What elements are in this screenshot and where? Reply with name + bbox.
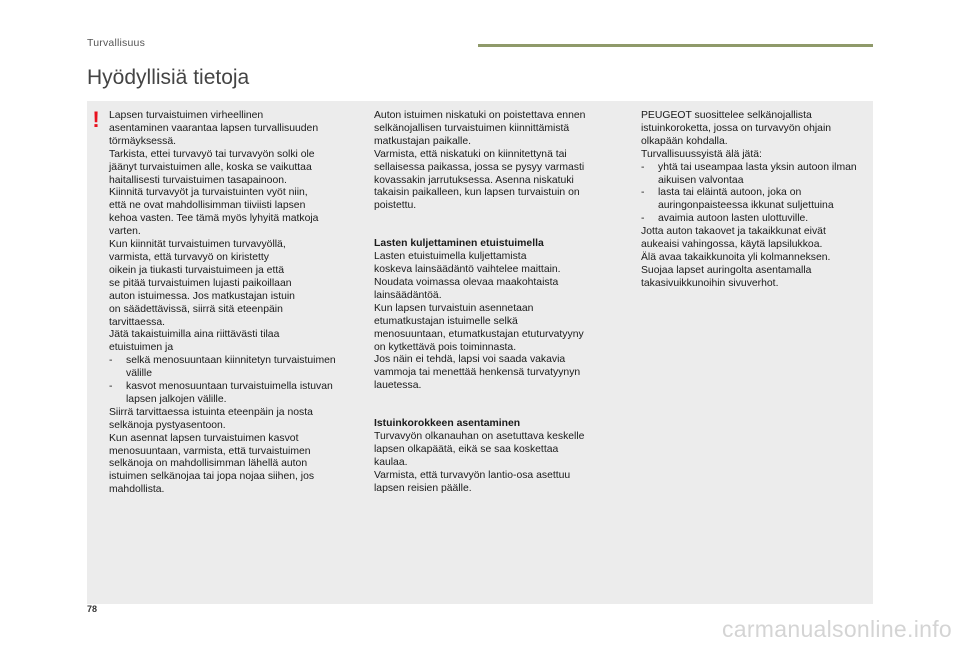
text-line: auton istuimessa. Jos matkustajan istuin — [109, 290, 295, 302]
text-line: menosuuntaan, etumatkustajan etuturvatyyny — [374, 328, 584, 340]
text-line: Noudata voimassa olevaa maakohtaista — [374, 276, 559, 288]
column-1 — [109, 110, 355, 497]
text-line: Jotta auton takaovet ja takaikkunat eivät — [641, 226, 826, 238]
text-line: jäänyt turvaistuimen alle, koska se vaikuttaa — [109, 161, 312, 173]
watermark: carmanualsonline.info — [721, 616, 952, 642]
text-line: lauetessa. — [374, 380, 422, 392]
text-line: tarvittaessa. — [109, 316, 166, 328]
text-line: matkustajan paikalle. — [374, 135, 472, 147]
text-line: istuimen selkänojaa tai jopa nojaa siihen, jos — [109, 471, 315, 483]
text-line: törmäyksessä. — [109, 135, 176, 147]
col3-after-text — [641, 226, 873, 291]
text-line: Kiinnitä turvavyöt ja turvaistuinten vyöt niin, — [109, 187, 308, 199]
col3-text — [641, 110, 873, 162]
bullet-item: - yhtä tai useampaa lasta yksin autoon ilman aikuisen valvontaa — [641, 162, 873, 188]
col2-intro-text — [374, 110, 624, 213]
text-line: Turvavyön olkanauhan on asetuttava keskelle — [374, 431, 585, 443]
text-line: selkänoja pystyasentoon. — [109, 419, 226, 431]
text-line: sellaisessa paikassa, jossa se pysyy varmasti — [374, 161, 585, 173]
text-line: aukeaisi vahingossa, käytä lapsilukkoa. — [641, 239, 823, 251]
text-line: lapsen reisien päälle. — [374, 482, 472, 494]
text-line: PEUGEOT suosittelee selkänojallista — [641, 110, 812, 121]
text-line: Tarkista, ettei turvavyö tai turvavyön solki ole — [109, 148, 315, 160]
text-line: Siirrä tarvittaessa istuinta eteenpäin ja nosta — [109, 406, 313, 418]
text-line: kehoa vasten. Tee tämä myös lyhyitä matkoja — [109, 213, 319, 225]
text-line: Lasten etuistuimella kuljettamista — [374, 251, 527, 263]
text-line: takaisin paikalleen, kun lapsen turvaistuin on — [374, 187, 580, 199]
text-line: varmista, että turvavyö on kiristetty — [109, 251, 269, 263]
warning-icon: ! — [92, 107, 100, 132]
text-line: Varmista, että niskatuki on kiinnitettynä tai — [374, 148, 567, 160]
bullet-item: - kasvot menosuuntaan turvaistuimella istuvan lapsen jalkojen välille. — [109, 381, 355, 407]
text-line: Älä avaa takaikkunoita yli kolmanneksen. — [641, 251, 831, 263]
text-line: asentaminen vaarantaa lapsen turvallisuuden — [109, 122, 319, 134]
text-line: Jätä takaistuimilla aina riittävästi tilaa — [109, 329, 280, 341]
text-line: Kun lapsen turvaistuin asennetaan — [374, 302, 534, 314]
text-line: on säädettävissä, siirrä sitä eteenpäin — [109, 303, 283, 315]
text-line: kaulaa. — [374, 456, 408, 468]
text-line: lainsäädäntöä. — [374, 289, 442, 301]
header-accent-bar — [478, 44, 873, 47]
section-label: Turvallisuus — [87, 37, 146, 49]
text-line: varten. — [109, 226, 141, 238]
text-line: vammoja tai menettää henkensä turvatyynyn — [374, 367, 581, 379]
text-line: istuinkoroketta, jossa on turvavyön ohjain — [641, 122, 832, 134]
text-line: kovassakin jarrutuksessa. Asenna niskatuki — [374, 174, 574, 186]
text-line: menosuuntaan, varmista, että turvaistuimen — [109, 445, 311, 457]
text-line: koskeva lainsäädäntö vaihtelee maittain. — [374, 264, 561, 276]
bullet-item: - selkä menosuuntaan kiinnitetyn turvaistuimen välille — [109, 355, 355, 381]
text-line: Lapsen turvaistuimen virheellinen — [109, 110, 264, 121]
text-line: Auton istuimen niskatuki on poistettava ennen — [374, 110, 586, 121]
text-line: Kun kiinnität turvaistuimen turvavyöllä, — [109, 239, 286, 251]
text-line: Turvallisuussyistä älä jätä: — [641, 148, 762, 160]
col1-text — [109, 110, 355, 355]
page-title: Hyödyllisiä tietoja — [87, 66, 250, 89]
text-line: haitallisesti turvaistuimen tasapainoon. — [109, 174, 287, 186]
text-line: mahdollista. — [109, 484, 165, 496]
column-3 — [641, 110, 873, 291]
bullet-item: - avaimia autoon lasten ulottuville. — [641, 213, 873, 226]
column-2 — [374, 110, 624, 496]
section-heading-booster-seat: Istuinkorokkeen asentaminen — [374, 418, 521, 430]
text-line: etuistuimen ja — [109, 342, 174, 354]
text-line: selkänoja on mahdollisimman lähellä auton — [109, 458, 308, 470]
col1-bullets — [109, 355, 355, 407]
col2-section1-text — [374, 251, 624, 393]
text-line: selkänojallisen turvaistuimen kiinnittämistä — [374, 122, 570, 134]
text-line: Suojaa lapset auringolta asentamalla — [641, 264, 812, 276]
text-line: että ne ovat mahdollisimman tiiviisti lapsen — [109, 200, 306, 212]
text-line: oikein ja tiukasti turvaistuimeen ja että — [109, 264, 284, 276]
col2-section2-text — [374, 431, 624, 496]
bullet-item: - lasta tai eläintä autoon, joka on auringonpaisteessa ikkunat suljettuina — [641, 187, 873, 213]
text-line: etumatkustajan istuimelle selkä — [374, 315, 518, 327]
col1-after-text — [109, 407, 355, 497]
text-line: poistettu. — [374, 200, 417, 212]
section-heading-front-seat: Lasten kuljettaminen etuistuimella — [374, 238, 544, 250]
text-line: Varmista, että turvavyön lantio-osa asettuu — [374, 469, 571, 481]
text-line: takasivuikkunoihin sivuverhot. — [641, 277, 779, 289]
text-line: Kun asennat lapsen turvaistuimen kasvot — [109, 432, 299, 444]
text-line: olkapään kohdalla. — [641, 135, 728, 147]
text-line: se pitää turvaistuimen lujasti paikoillaan — [109, 277, 292, 289]
col3-bullets — [641, 162, 873, 227]
text-line: Jos näin ei tehdä, lapsi voi saada vakavia — [374, 354, 566, 366]
text-line: on kytkettävä pois toiminnasta. — [374, 341, 517, 353]
page-number: 78 — [87, 604, 98, 614]
text-line: lapsen olkapäätä, eikä se saa koskettaa — [374, 443, 559, 455]
